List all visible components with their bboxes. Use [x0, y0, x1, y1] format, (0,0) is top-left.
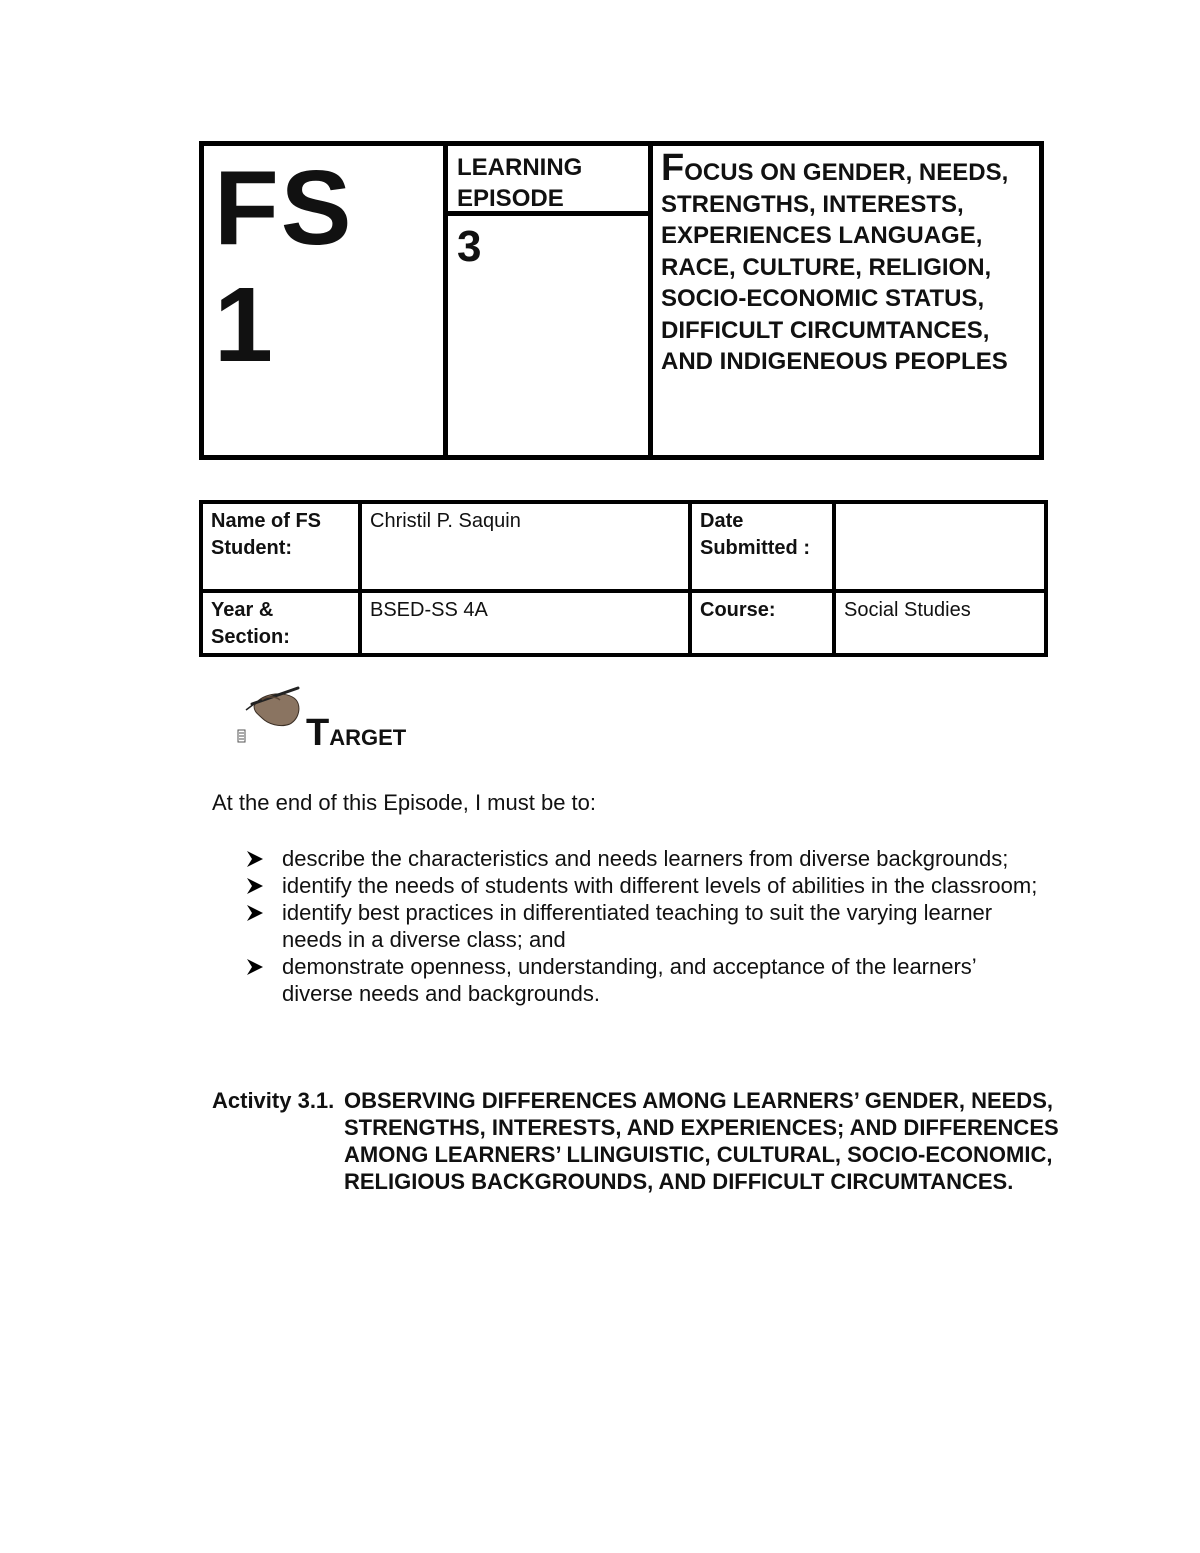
arrow-bullet-icon: [246, 904, 264, 922]
focus-cell: [653, 146, 1039, 455]
focus-text: OCUS ON GENDER, NEEDS, STRENGTHS, INTERESTS, EXPERIENCES LANGUAGE, RACE, CULTURE, RELIGION, SOCIO-ECONOMIC STATUS, DIFFICULT CIRCUMTANCES, AND INDIGENEOUS PEOPLES: [661, 159, 1009, 375]
list-item: [246, 872, 1046, 899]
arrow-bullet-icon: [246, 850, 264, 868]
arrow-bullet-icon: [246, 958, 264, 976]
list-item: [246, 953, 1046, 1007]
list-item: [246, 899, 1046, 953]
objectives-list: [246, 845, 1046, 1007]
objective-text: demonstrate openness, understanding, and acceptance of the learners’ diverse needs and backgrounds.: [282, 954, 976, 1006]
table-row: [201, 591, 1046, 655]
year-section-label: Year & Section:: [201, 591, 360, 655]
course-label: Course:: [690, 591, 834, 655]
course-value: Social Studies: [834, 591, 1046, 655]
target-heading: [306, 712, 406, 755]
focus-initial: F: [661, 147, 685, 189]
course-code-cell: [204, 146, 448, 455]
episode-label: LEARNING EPISODE: [457, 154, 583, 212]
target-initial: T: [306, 712, 330, 754]
hand-writing-icon: [232, 684, 306, 748]
table-row: [201, 502, 1046, 591]
arrow-bullet-icon: [246, 877, 264, 895]
episode-number: 3: [457, 222, 482, 271]
objective-text: identify the needs of students with different levels of abilities in the classroom;: [282, 873, 1038, 898]
episode-cell: [448, 146, 653, 455]
activity-heading: [212, 1087, 1072, 1195]
episode-label-cell: [448, 146, 648, 216]
target-intro: At the end of this Episode, I must be to:: [212, 790, 597, 815]
objective-text: identify best practices in differentiated teaching to suit the varying learner needs in a diverse class; and: [282, 900, 993, 952]
episode-header: [199, 141, 1044, 460]
student-info-table: [199, 500, 1048, 657]
date-label: Date Submitted :: [690, 502, 834, 591]
name-label: Name of FS Student:: [201, 502, 360, 591]
name-value: Christil P. Saquin: [360, 502, 690, 591]
list-item: [246, 845, 1046, 872]
activity-title: OBSERVING DIFFERENCES AMONG LEARNERS’ GENDER, NEEDS, STRENGTHS, INTERESTS, AND EXPERIENCES; AND DIFFERENCES AMONG LEARNERS’ LLINGUISTIC, CULTURAL, SOCIO-ECONOMIC, RELIGIOUS BACKGROUNDS, AND DIFFICULT CIRCUMTANCES.: [344, 1088, 1059, 1194]
date-value: [834, 502, 1046, 591]
focus-title: [661, 147, 1031, 378]
year-section-value: BSED-SS 4A: [360, 591, 690, 655]
course-code: FS 1: [214, 149, 354, 384]
activity-number: Activity 3.1.: [212, 1088, 335, 1113]
objective-text: describe the characteristics and needs learners from diverse backgrounds;: [282, 846, 1009, 871]
target-heading-text: ARGET: [329, 725, 407, 750]
